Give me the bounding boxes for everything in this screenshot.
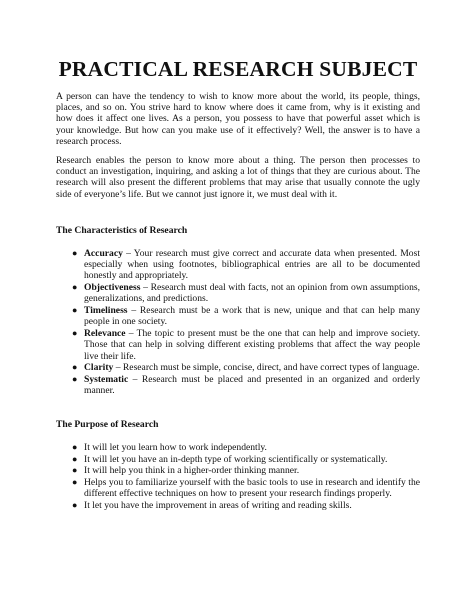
purpose-text: It let you have the improvement in areas of writing and reading skills. [84, 500, 352, 512]
characteristic-item-timeliness [56, 305, 420, 327]
characteristic-text: – Research must be a work that is new, unique and that can help many people in one society. [84, 305, 420, 328]
bullet-icon: ● [72, 362, 78, 373]
characteristic-term: Relevance [84, 328, 126, 340]
characteristic-term: Objectiveness [84, 282, 141, 294]
characteristic-term: Accuracy [84, 248, 123, 260]
characteristic-item-accuracy [56, 248, 420, 282]
characteristic-text: – Research must be placed and presented in an organized and orderly manner. [84, 374, 420, 397]
bullet-icon: ● [72, 441, 78, 452]
bullet-icon: ● [72, 282, 78, 293]
purpose-text: It will let you have an in-depth type of working scientifically or systematically. [84, 453, 388, 465]
purpose-list [56, 442, 420, 512]
characteristic-item-systematic [56, 374, 420, 396]
purpose-item [56, 477, 420, 499]
characteristic-term: Timeliness [84, 305, 128, 317]
purpose-text: It will let you learn how to work independently. [84, 441, 267, 453]
purpose-text: Helps you to familiarize yourself with the basic tools to use in research and identify the different effective techniques on how to present your research findings properly. [84, 477, 420, 500]
purpose-item [56, 500, 420, 511]
bullet-icon: ● [72, 248, 78, 259]
bullet-icon: ● [72, 374, 78, 385]
bullet-icon: ● [72, 328, 78, 339]
characteristic-text: – Research must deal with facts, not an opinion from own assumptions, generalizations, and predictions. [84, 282, 420, 305]
bullet-icon: ● [72, 465, 78, 476]
bullet-icon: ● [72, 453, 78, 464]
characteristic-text: – Research must be simple, concise, direct, and have correct types of language. [113, 362, 420, 374]
purpose-heading: The Purpose of Research [56, 418, 159, 430]
characteristic-item-clarity [56, 362, 420, 373]
document-title: PRACTICAL RESEARCH SUBJECT [58, 57, 418, 81]
characteristic-item-objectiveness [56, 282, 420, 304]
purpose-text: It will help you think in a higher-order thinking manner. [84, 465, 300, 477]
purpose-item [56, 454, 420, 465]
characteristics-heading: The Characteristics of Research [56, 224, 188, 236]
characteristic-text: – The topic to present must be the one that can help and improve society. Those that can help in solving different existing problems that affect the way people live their life. [84, 328, 420, 362]
characteristic-term: Systematic [84, 374, 129, 386]
characteristic-item-relevance [56, 328, 420, 362]
bullet-icon: ● [72, 500, 78, 511]
characteristic-text: – Your research must give correct and accurate data when presented. Most especially when using footnotes, bibliographical entries are all to be documented honestly and appropriately. [84, 248, 420, 282]
bullet-icon: ● [72, 305, 78, 316]
intro-paragraph-2: Research enables the person to know more about a thing. The person then processes to conduct an investigation, inquiring, and asking a lot of things that they are curious about. The research will also present the different problems that may arise that usually connote the ugly side of everyone’s life. But we cannot just ignore it, we must deal with it. [56, 155, 420, 200]
bullet-icon: ● [72, 477, 78, 488]
purpose-item [56, 465, 420, 476]
characteristic-term: Clarity [84, 362, 114, 374]
intro-paragraph-1: A person can have the tendency to wish to know more about the world, its people, things, places, and so on. You strive hard to know where does it came from, why is it existing and how does it affect one lives. As a person, you possess to have that powerful asset which is your knowledge. But how can you make use of it effectively? Well, the answer is to have a research process. [56, 91, 420, 147]
purpose-item [56, 442, 420, 453]
characteristics-list [56, 248, 420, 397]
